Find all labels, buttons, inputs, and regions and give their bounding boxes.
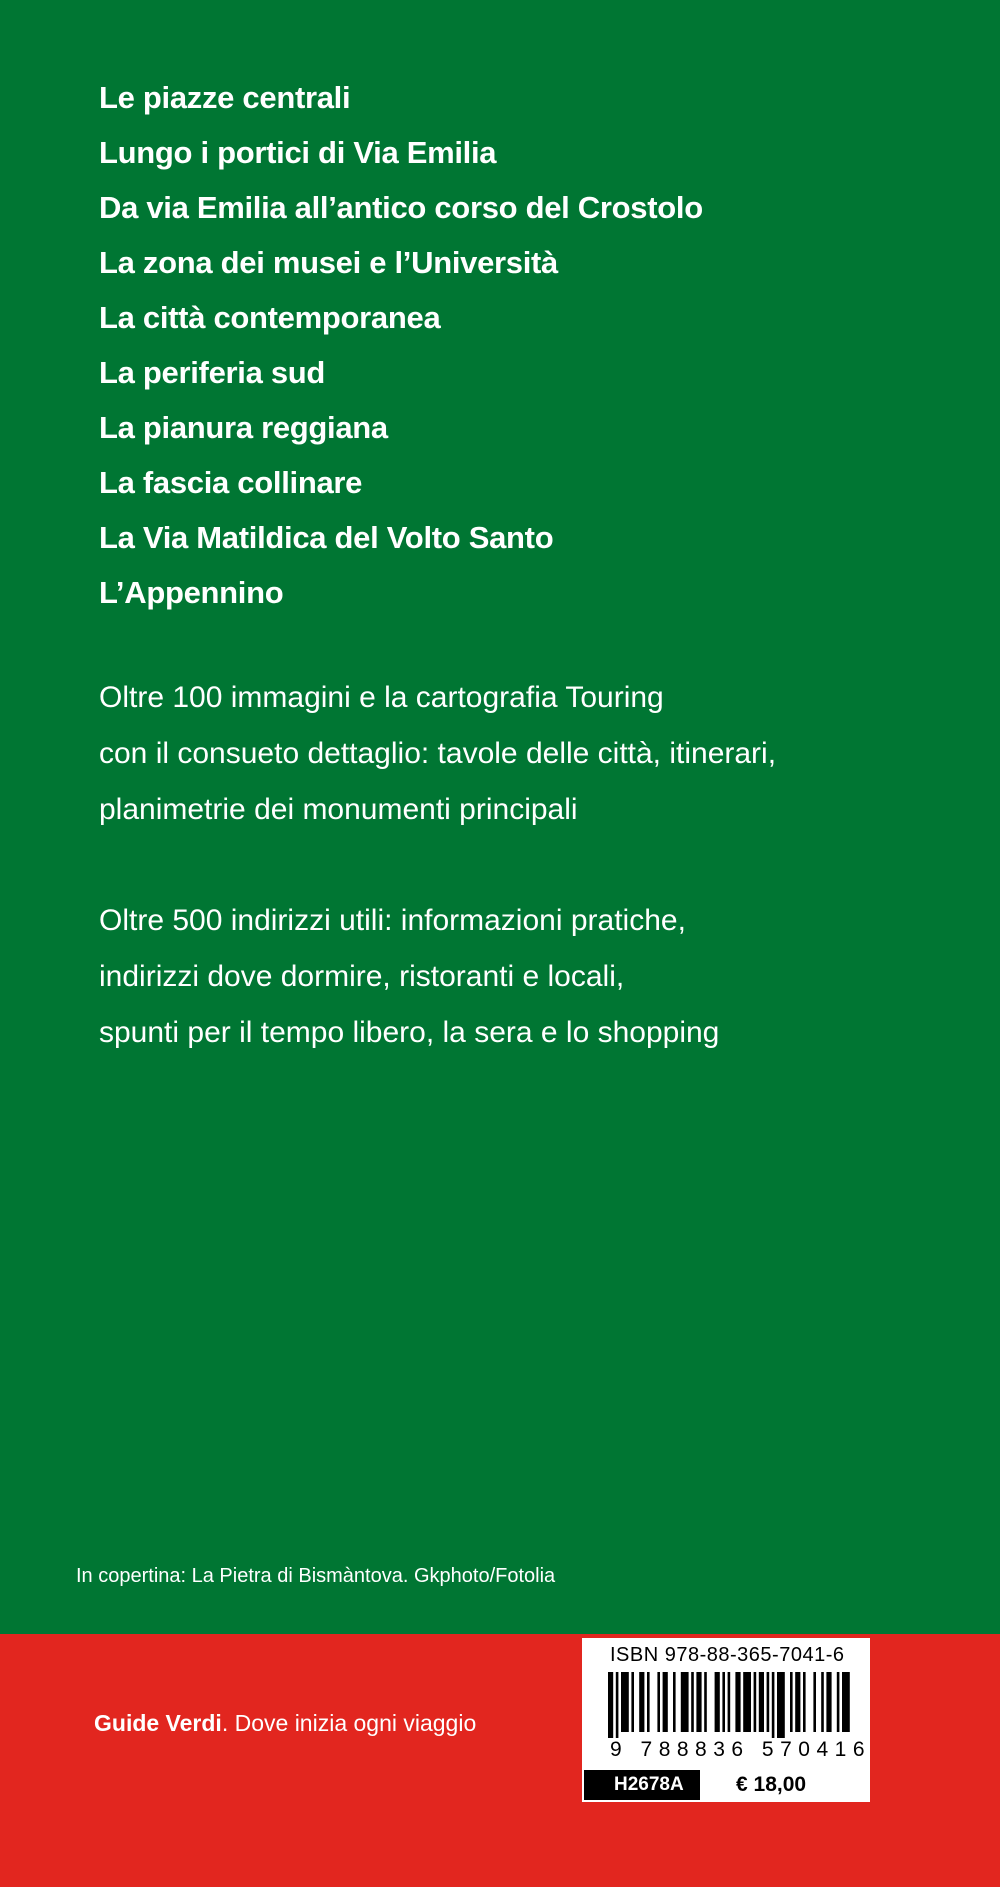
barcode-icon: [594, 1672, 858, 1738]
barcode-bar: [608, 1672, 613, 1738]
blurb-line: planimetrie dei monumenti principali: [99, 793, 578, 826]
barcode-bar: [621, 1672, 629, 1732]
blurb-line: spunti per il tempo libero, la sera e lo shopping: [99, 1016, 720, 1049]
itinerary-item: Le piazze centrali: [99, 80, 351, 115]
tagline: [94, 1710, 476, 1737]
barcode-bar: [639, 1672, 644, 1732]
barcode-bar: [759, 1672, 764, 1732]
barcode-bar: [647, 1672, 650, 1732]
itinerary-list: [99, 70, 703, 620]
barcode-bar: [813, 1672, 816, 1732]
cover-credit: In copertina: La Pietra di Bismàntova. Gkphoto/Fotolia: [76, 1565, 556, 1587]
barcode-bar: [837, 1672, 840, 1732]
blurb-line: Oltre 500 indirizzi utili: informazioni pratiche,: [99, 904, 686, 937]
barcode-bar: [722, 1672, 725, 1732]
barcode-bar: [826, 1672, 831, 1732]
addresses-blurb: [99, 893, 939, 1061]
barcode-bar: [821, 1672, 824, 1732]
itinerary-item: Lungo i portici di Via Emilia: [99, 135, 497, 170]
barcode-bar: [657, 1672, 660, 1732]
barcode-bar: [728, 1672, 731, 1732]
barcode-bar: [715, 1672, 720, 1732]
barcode-bar: [631, 1672, 634, 1732]
barcode-bar: [777, 1672, 785, 1738]
barcode-bar: [743, 1672, 751, 1732]
barcode-bar: [790, 1672, 793, 1732]
barcode-bar: [754, 1672, 757, 1732]
itinerary-item: La pianura reggiana: [99, 410, 388, 445]
itinerary-item: La città contemporanea: [99, 300, 441, 335]
barcode-block: [582, 1638, 870, 1768]
barcode-bar: [681, 1672, 689, 1732]
itinerary-item: La zona dei musei e l’Università: [99, 245, 559, 280]
itinerary-item: Da via Emilia all’antico corso del Crostolo: [99, 190, 703, 225]
barcode-bar: [735, 1672, 740, 1732]
blurb-line: Oltre 100 immagini e la cartografia Touring: [99, 681, 664, 714]
code-price-strip: [582, 1768, 870, 1802]
price: € 18,00: [700, 1770, 868, 1800]
barcode-bar: [704, 1672, 707, 1732]
series-brand: Guide Verdi: [94, 1710, 222, 1736]
barcode-bar: [663, 1672, 668, 1732]
itinerary-item: La fascia collinare: [99, 465, 363, 500]
blurb-line: indirizzi dove dormire, ristoranti e locali,: [99, 960, 625, 993]
barcode-digits: 9 788836 570416: [610, 1738, 871, 1761]
barcode-bar: [696, 1672, 701, 1732]
barcode-bar: [842, 1672, 850, 1732]
barcode-bar: [795, 1672, 800, 1732]
isbn-label: ISBN 978-88-365-7041-6: [610, 1644, 845, 1666]
barcode-bar: [803, 1672, 806, 1732]
barcode-bar: [673, 1672, 676, 1732]
tagline-text: . Dove inizia ogni viaggio: [221, 1710, 477, 1736]
barcode-bar: [616, 1672, 619, 1738]
itinerary-item: La Via Matildica del Volto Santo: [99, 520, 554, 555]
itinerary-item: L’Appennino: [99, 575, 284, 610]
itinerary-item: La periferia sud: [99, 355, 326, 390]
images-blurb: [99, 670, 939, 838]
barcode-bar: [772, 1672, 775, 1738]
blurb-line: con il consueto dettaglio: tavole delle città, itinerari,: [99, 737, 777, 770]
barcode-bar: [691, 1672, 694, 1732]
barcode-bar: [767, 1672, 770, 1732]
product-code: H2678A: [584, 1770, 700, 1800]
